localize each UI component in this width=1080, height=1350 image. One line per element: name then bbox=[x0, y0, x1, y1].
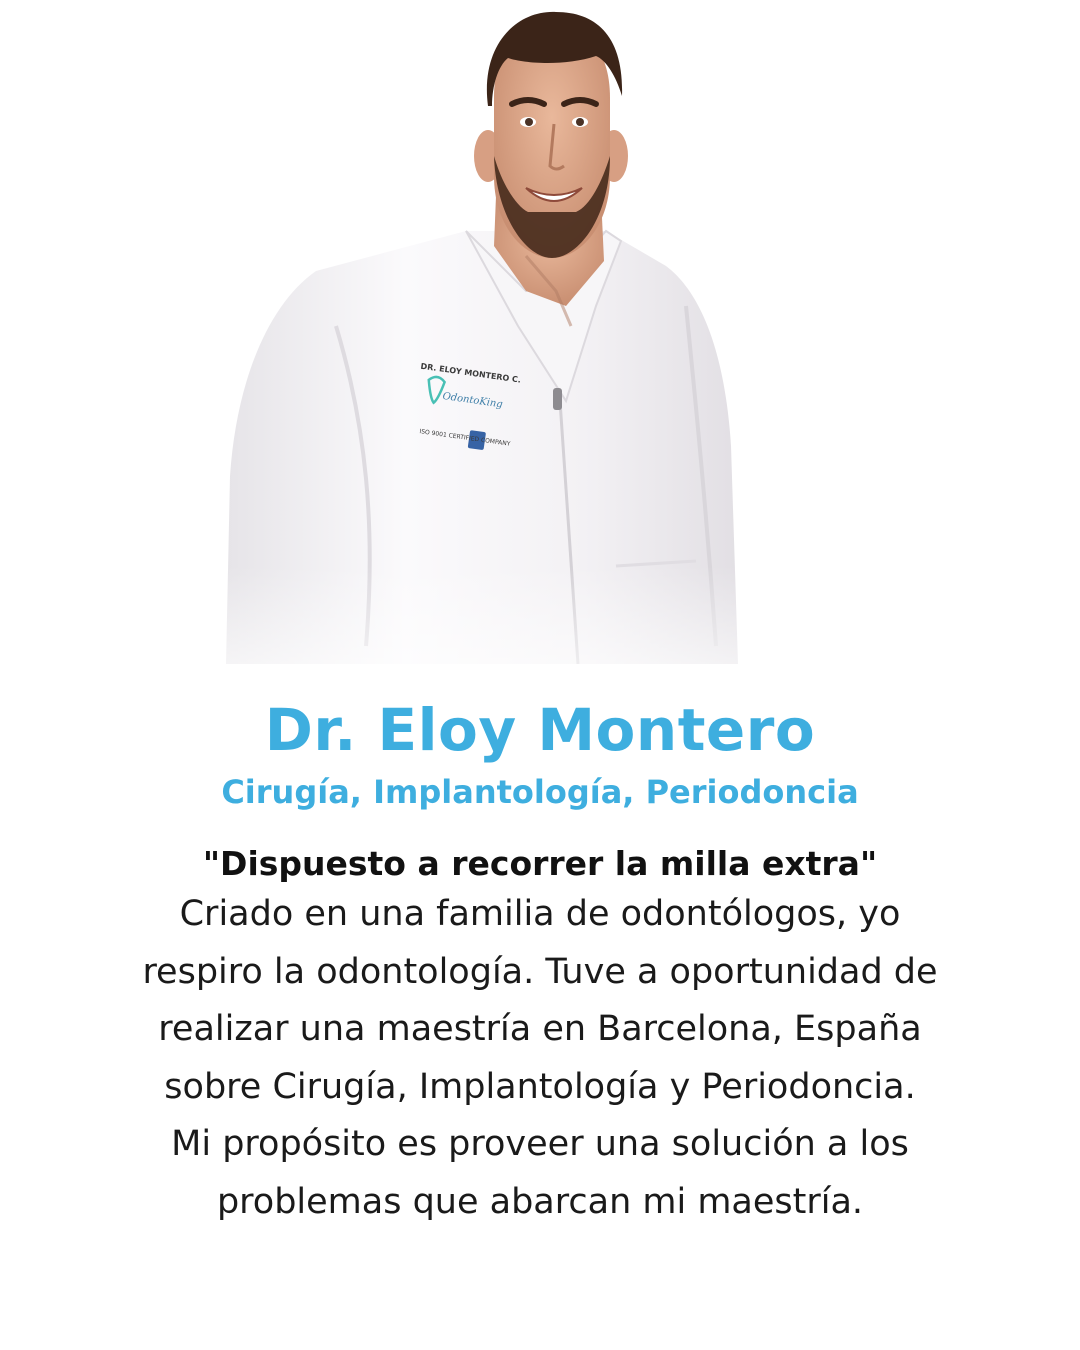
doctor-photo-illustration bbox=[226, 6, 746, 664]
bio-line: sobre Cirugía, Implantología y Periodoncia. bbox=[164, 1066, 916, 1107]
doctor-name: Dr. Eloy Montero bbox=[264, 696, 816, 764]
bio-line: respiro la odontología. Tuve a oportunidad de bbox=[142, 951, 938, 992]
doctor-bio bbox=[40, 886, 1040, 1231]
bio-line: realizar una maestría en Barcelona, España bbox=[158, 1009, 922, 1049]
doctor-portrait bbox=[226, 6, 746, 664]
doctor-quote: "Dispuesto a recorrer la milla extra" bbox=[202, 844, 878, 883]
bio-line: problemas que abarcan mi maestría. bbox=[216, 1181, 864, 1222]
profile-text bbox=[40, 690, 1040, 1231]
bio-line: Criado en una familia de odontólogos, yo bbox=[179, 894, 901, 934]
bio-line: Mi propósito es proveer una solución a los bbox=[171, 1124, 909, 1164]
doctor-specialty: Cirugía, Implantología, Periodoncia bbox=[221, 773, 859, 811]
